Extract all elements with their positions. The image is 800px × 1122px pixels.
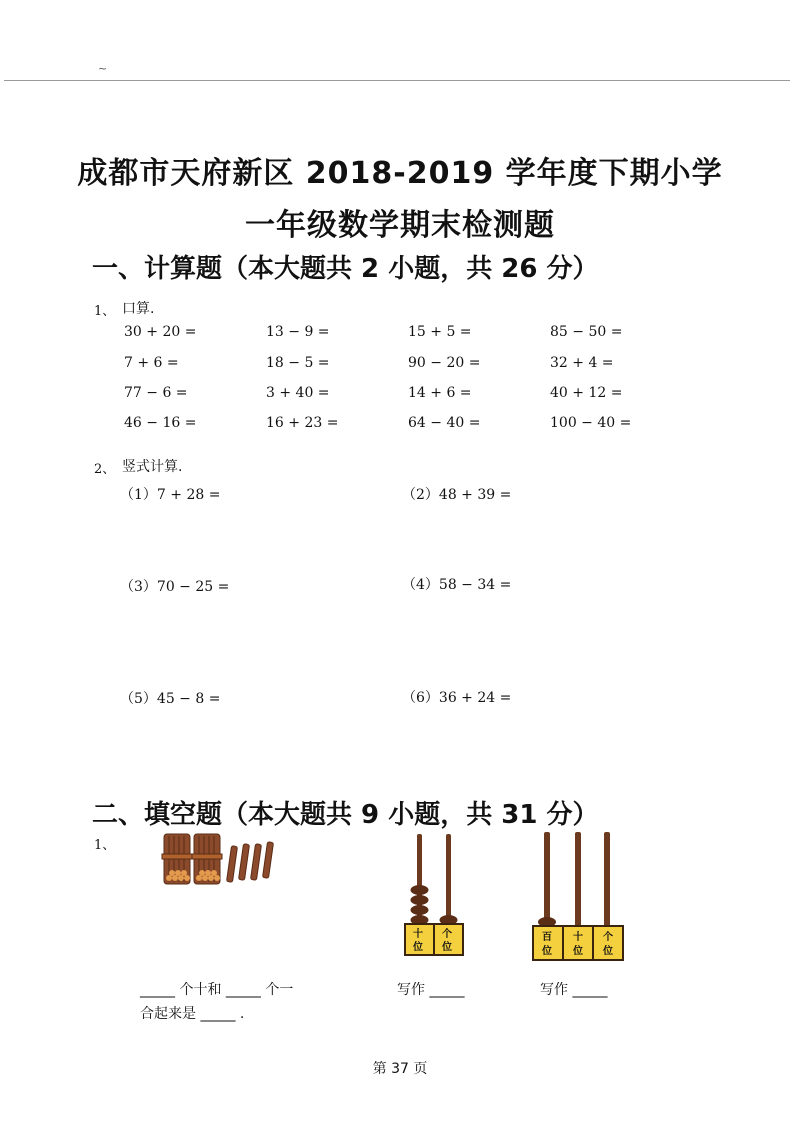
- abacus-label: 位: [603, 946, 613, 957]
- vertical-calc-item: （2）48 + 39 =: [402, 487, 512, 503]
- oral-expr: 16 + 23 =: [266, 415, 339, 431]
- question-number: 2、: [94, 462, 116, 477]
- oral-expr: 40 + 12 =: [550, 385, 623, 401]
- oral-expr: 32 + 4 =: [550, 355, 614, 371]
- oral-expr: 30 + 20 =: [124, 324, 197, 340]
- page-title-line1: 成都市天府新区 2018-2019 学年度下期小学: [77, 156, 723, 191]
- abacus-label: 个: [603, 932, 613, 943]
- stick-bundle-1: [162, 834, 192, 884]
- question-number: 1、: [94, 838, 116, 853]
- section1-heading: 一、计算题（本大题共 2 小题，共 26 分）: [92, 254, 599, 284]
- oral-expr: 7 + 6 =: [124, 355, 179, 371]
- oral-expr: 77 − 6 =: [124, 385, 188, 401]
- oral-expr: 15 + 5 =: [408, 324, 472, 340]
- abacus-label: 十: [573, 932, 583, 943]
- fill-blank-sticks-total[interactable]: 合起来是 _____ .: [140, 1006, 245, 1022]
- section2-heading: 二、填空题（本大题共 9 小题，共 31 分）: [92, 800, 599, 830]
- abacus-label: 位: [413, 942, 423, 953]
- vertical-calc-item: （5）45 − 8 =: [120, 691, 221, 707]
- fill-blank-sticks[interactable]: _____ 个十和 _____ 个一: [140, 982, 294, 998]
- abacus-tens-ones-image: [402, 830, 468, 960]
- abacus-label: 位: [542, 946, 552, 957]
- fill-blank-abacus-a[interactable]: 写作 _____: [397, 982, 465, 998]
- oral-expr: 18 − 5 =: [266, 355, 330, 371]
- fill-blank-abacus-b[interactable]: 写作 _____: [540, 982, 608, 998]
- question-number: 1、: [94, 304, 116, 319]
- oral-expr: 85 − 50 =: [550, 324, 623, 340]
- vertical-calc-item: （6）36 + 24 =: [402, 690, 512, 706]
- vertical-calc-item: （3）70 − 25 =: [120, 579, 230, 595]
- oral-expr: 90 − 20 =: [408, 355, 481, 371]
- oral-expr: 64 − 40 =: [408, 415, 481, 431]
- page-number: 第 37 页: [372, 1061, 428, 1077]
- abacus-label: 位: [442, 942, 452, 953]
- oral-expr: 13 − 9 =: [266, 324, 330, 340]
- header-mark: ~: [98, 62, 108, 75]
- abacus-label: 个: [442, 929, 452, 940]
- vertical-calc-item: （4）58 − 34 =: [402, 577, 512, 593]
- abacus-label: 位: [573, 946, 583, 957]
- abacus-label: 十: [413, 929, 423, 940]
- oral-expr: 46 − 16 =: [124, 415, 197, 431]
- vertical-calc-item: （1）7 + 28 =: [120, 487, 221, 503]
- question-label: 竖式计算.: [122, 459, 183, 475]
- oral-expr: 100 − 40 =: [550, 415, 632, 431]
- question-label: 口算.: [122, 301, 155, 317]
- oral-expr: 14 + 6 =: [408, 385, 472, 401]
- abacus-label: 百: [542, 932, 552, 943]
- single-sticks: [227, 842, 274, 882]
- stick-bundle-2: [192, 834, 222, 884]
- page-title-line2: 一年级数学期末检测题: [245, 208, 555, 243]
- header-divider: [4, 80, 790, 81]
- counting-sticks-image: [160, 828, 285, 890]
- abacus-hundreds-tens-ones-image: [530, 830, 626, 966]
- oral-expr: 3 + 40 =: [266, 385, 330, 401]
